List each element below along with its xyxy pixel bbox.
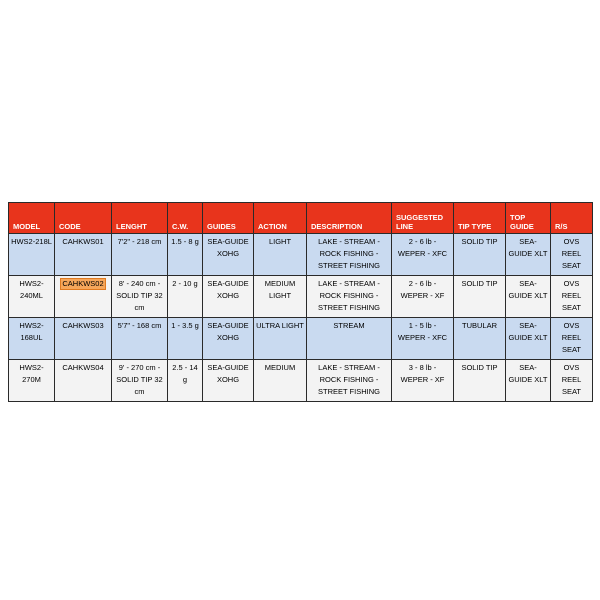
table-row	[9, 276, 593, 318]
cell-cw: 2.5 - 14 g	[168, 360, 203, 402]
cell-description: LAKE - STREAM - ROCK FISHING - STREET FISHING	[307, 360, 392, 402]
header-tip-type: TIP TYPE	[454, 203, 506, 234]
header-model: MODEL	[9, 203, 55, 234]
cell-rs: OVS REEL SEAT	[551, 360, 593, 402]
cell-rs: OVS REEL SEAT	[551, 276, 593, 318]
cell-model: HWS2-168UL	[9, 318, 55, 360]
header-length: LENGHT	[112, 203, 168, 234]
header-description: DESCRIPTION	[307, 203, 392, 234]
cell-suggested-line: 2 - 6 lb - WEPER - XFC	[392, 234, 454, 276]
cell-cw: 2 - 10 g	[168, 276, 203, 318]
header-action: ACTION	[254, 203, 307, 234]
cell-action: MEDIUM	[254, 360, 307, 402]
header-guides: GUIDES	[203, 203, 254, 234]
cell-action: ULTRA LIGHT	[254, 318, 307, 360]
cell-description: LAKE - STREAM - ROCK FISHING - STREET FISHING	[307, 276, 392, 318]
cell-cw: 1.5 - 8 g	[168, 234, 203, 276]
cell-model: HWS2-270M	[9, 360, 55, 402]
cell-tip-type: TUBULAR	[454, 318, 506, 360]
cell-top-guide: SEA-GUIDE XLT	[506, 276, 551, 318]
table-row	[9, 318, 593, 360]
rod-spec-table	[8, 202, 593, 402]
cell-top-guide: SEA-GUIDE XLT	[506, 318, 551, 360]
header-top-guide: TOP GUIDE	[506, 203, 551, 234]
cell-description: STREAM	[307, 318, 392, 360]
header-row	[9, 203, 593, 234]
cell-suggested-line: 2 - 6 lb - WEPER - XF	[392, 276, 454, 318]
cell-tip-type: SOLID TIP	[454, 234, 506, 276]
cell-suggested-line: 1 - 5 lb - WEPER - XFC	[392, 318, 454, 360]
header-code: CODE	[55, 203, 112, 234]
cell-model: HWS2-240ML	[9, 276, 55, 318]
cell-rs: OVS REEL SEAT	[551, 318, 593, 360]
cell-description: LAKE - STREAM - ROCK FISHING - STREET FISHING	[307, 234, 392, 276]
cell-guides: SEA-GUIDE XOHG	[203, 276, 254, 318]
cell-action: MEDIUM LIGHT	[254, 276, 307, 318]
cell-top-guide: SEA-GUIDE XLT	[506, 234, 551, 276]
cell-length: 5'7" - 168 cm	[112, 318, 168, 360]
header-cw: C.W.	[168, 203, 203, 234]
highlighted-code: CAHKWS02	[62, 279, 104, 288]
cell-code: CAHKWS04	[55, 360, 112, 402]
table-row	[9, 360, 593, 402]
cell-guides: SEA-GUIDE XOHG	[203, 318, 254, 360]
cell-model: HWS2-218L	[9, 234, 55, 276]
cell-guides: SEA-GUIDE XOHG	[203, 234, 254, 276]
cell-top-guide: SEA-GUIDE XLT	[506, 360, 551, 402]
cell-code	[55, 276, 112, 318]
cell-code: CAHKWS03	[55, 318, 112, 360]
cell-length: 8' - 240 cm - SOLID TIP 32 cm	[112, 276, 168, 318]
cell-tip-type: SOLID TIP	[454, 276, 506, 318]
cell-tip-type: SOLID TIP	[454, 360, 506, 402]
cell-length: 7'2" - 218 cm	[112, 234, 168, 276]
cell-guides: SEA-GUIDE XOHG	[203, 360, 254, 402]
cell-action: LIGHT	[254, 234, 307, 276]
header-suggested-line: SUGGESTED LINE	[392, 203, 454, 234]
table-row	[9, 234, 593, 276]
cell-suggested-line: 3 - 8 lb - WEPER - XF	[392, 360, 454, 402]
cell-rs: OVS REEL SEAT	[551, 234, 593, 276]
cell-length: 9' - 270 cm - SOLID TIP 32 cm	[112, 360, 168, 402]
header-rs: R/S	[551, 203, 593, 234]
cell-code: CAHKWS01	[55, 234, 112, 276]
cell-cw: 1 - 3.5 g	[168, 318, 203, 360]
